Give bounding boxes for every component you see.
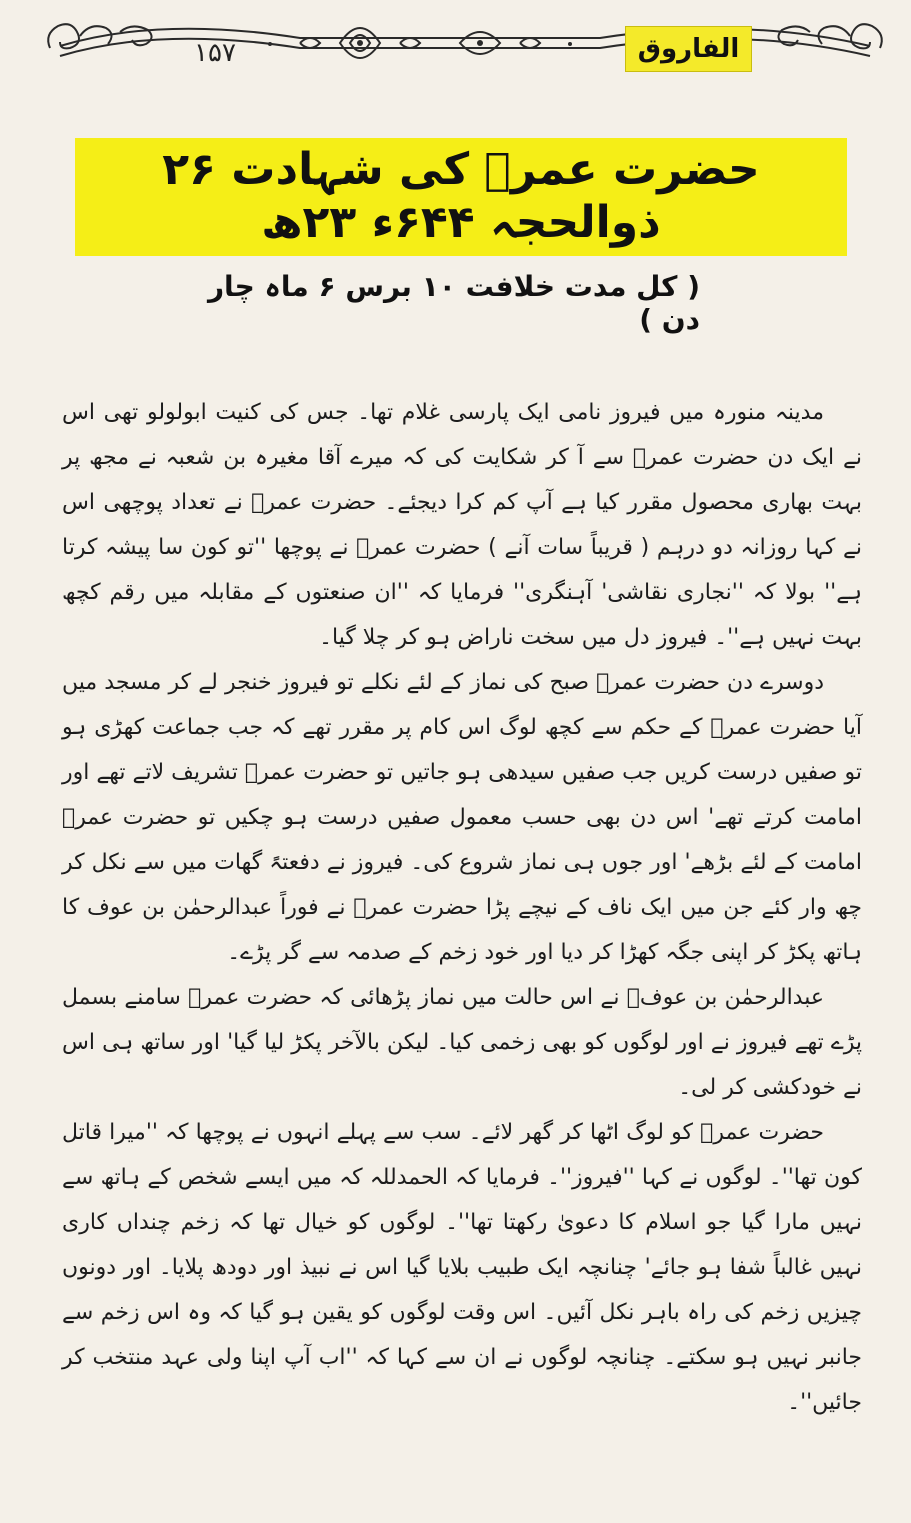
book-title-badge: الفاروق — [625, 26, 752, 72]
chapter-subtitle: ( کل مدت خلافت ۱۰ برس ۶ ماہ چار دن ) — [207, 270, 700, 336]
paragraph: حضرت عمرؓ کو لوگ اٹھا کر گھر لائے۔ سب سے پہلے انہوں نے پوچھا کہ ''میرا قاتل کون تھا''۔ لوگوں نے کہا ''فیروز''۔ فرمایا کہ الحمدللہ کہ میں ایسے شخص کے ہاتھ سے نہیں مارا گیا جو اسلام کا دعویٰ رکھتا تھا''۔ لوگوں کو خیال تھا کہ زخم چنداں کاری نہیں غالباً شفا ہو جائے' چنانچہ ایک طبیب بلایا گیا اس نے نبیذ اور دودھ پلایا۔ اور دونوں چیزیں زخم کی راہ باہر نکل آئیں۔ اس وقت لوگوں کو یقین ہو گیا کہ وہ اس زخم سے جانبر نہیں ہو سکتے۔ چنانچہ لوگوں نے ان سے کہا کہ ''اب آپ اپنا ولی عہد منتخب کر جائیں''۔ — [62, 1120, 862, 1415]
body-text — [62, 390, 862, 1425]
header-ornament — [40, 8, 890, 78]
paragraph: عبدالرحمٰن بن عوفؓ نے اس حالت میں نماز پڑھائی کہ حضرت عمرؓ سامنے بسمل پڑے تھے فیروز نے اور لوگوں کو بھی زخمی کیا۔ لیکن بالآخر پکڑ لیا گیا' اور ساتھ ہی اس نے خودکشی کر لی۔ — [62, 985, 862, 1100]
chapter-title: حضرت عمرؓ کی شہادت ۲۶ ذوالحجہ ۶۴۴ء ۲۳ھ — [75, 138, 847, 256]
paragraph: دوسرے دن حضرت عمرؓ صبح کی نماز کے لئے نکلے تو فیروز خنجر لے کر مسجد میں آیا حضرت عمرؓ کے حکم سے کچھ لوگ اس کام پر مقرر تھے کہ جب جماعت کھڑی ہو تو صفیں درست کریں جب صفیں سیدھی ہو جاتیں تو حضرت عمرؓ تشریف لاتے تھے اور امامت کرتے تھے' اس دن بھی حسب معمول صفیں درست ہو چکیں تو حضرت عمرؓ امامت کے لئے بڑھے' اور جوں ہی نماز شروع کی۔ فیروز نے دفعتہً گھات میں سے نکل کر چھ وار کئے جن میں ایک ناف کے نیچے پڑا حضرت عمرؓ نے فوراً عبدالرحمٰن بن عوف کا ہاتھ پکڑ کر اپنی جگہ کھڑا کر دیا اور خود زخم کے صدمہ سے گر پڑے۔ — [62, 670, 862, 965]
paragraph: مدینہ منورہ میں فیروز نامی ایک پارسی غلام تھا۔ جس کی کنیت ابولولو تھی اس نے ایک دن حضرت عمرؓ سے آ کر شکایت کی کہ میرے آقا مغیرہ بن شعبہ نے مجھ پر بہت بھاری محصول مقرر کیا ہے آپ کم کرا دیجئے۔ حضرت عمرؓ نے تعداد پوچھی اس نے کہا روزانہ دو درہم ( قریباً سات آنے ) حضرت عمرؓ نے پوچھا ''تو کون سا پیشہ کرتا ہے'' بولا کہ ''نجاری نقاشی' آہنگری'' فرمایا کہ ''ان صنعتوں کے مقابلہ میں رقم کچھ بہت نہیں ہے''۔ فیروز دل میں سخت ناراض ہو کر چلا گیا۔ — [62, 400, 862, 650]
page-number: ۱۵۷ — [194, 38, 236, 68]
page-header — [40, 8, 890, 78]
